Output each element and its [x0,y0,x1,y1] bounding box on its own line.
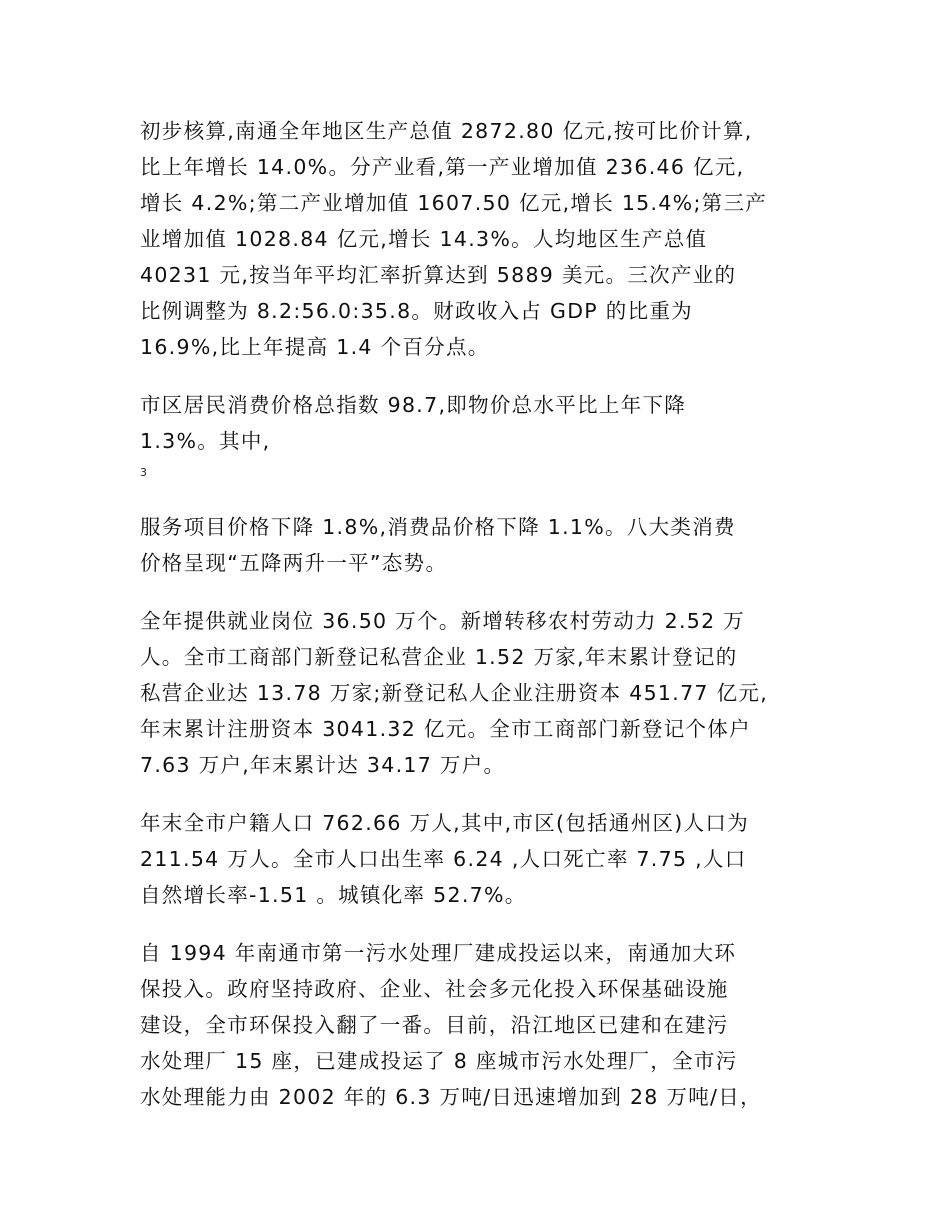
text-line: 私营企业达 13.78 万家;新登记私人企业注册资本 451.77 亿元, [140,681,769,705]
text-line: 年末累计注册资本 3041.32 亿元。全市工商部门新登记个体户 [140,717,751,741]
text-line: 7.63 万户,年末累计达 34.17 万户。 [140,753,506,777]
paragraph-prices [140,509,820,581]
paragraph-population [140,805,820,913]
page-number: 3 [140,466,147,479]
text-line: 市区居民消费价格总指数 98.7,即物价总水平比上年下降 [140,393,687,417]
text-line: 40231 元,按当年平均汇率折算达到 5889 美元。三次产业的 [140,263,737,287]
text-line: 保投入。政府坚持政府、企业、社会多元化投入环保基础设施 [140,977,729,1001]
text-line: 水处理厂 15 座，已建成投运了 8 座城市污水处理厂，全市污 [140,1049,738,1073]
text-line: 211.54 万人。全市人口出生率 6.24 ,人口死亡率 7.75 ,人口 [140,847,747,871]
text-line: 价格呈现“五降两升一平”态势。 [140,551,448,575]
text-line: 1.3%。其中, [140,429,271,453]
text-line: 比上年增长 14.0%。分产业看,第一产业增加值 236.46 亿元, [140,155,745,179]
text-line: 全年提供就业岗位 36.50 万个。新增转移农村劳动力 2.52 万 [140,609,746,633]
text-line: 服务项目价格下降 1.8%,消费品价格下降 1.1%。八大类消费 [140,515,736,539]
text-line: 自然增长率-1.51 。城镇化率 52.7%。 [140,883,527,907]
text-line: 增长 4.2%;第二产业增加值 1607.50 亿元,增长 15.4%;第三产 [140,191,768,215]
paragraph-environment [140,935,820,1115]
text-line: 年末全市户籍人口 762.66 万人,其中,市区(包括通州区)人口为 [140,811,749,835]
document-page [140,113,820,1137]
text-line: 16.9%,比上年提高 1.4 个百分点。 [140,335,490,359]
text-line: 水处理能力由 2002 年的 6.3 万吨/日迅速增加到 28 万吨/日， [140,1085,762,1109]
text-line: 初步核算,南通全年地区生产总值 2872.80 亿元,按可比价计算, [140,119,753,143]
text-line: 人。全市工商部门新登记私营企业 1.52 万家,年末累计登记的 [140,645,738,669]
text-line: 建设，全市环保投入翻了一番。目前，沿江地区已建和在建污 [140,1013,729,1037]
paragraph-employment [140,603,820,783]
paragraph-gdp [140,113,820,365]
paragraph-cpi [140,387,820,459]
text-line: 比例调整为 8.2:56.0:35.8。财政收入占 GDP 的比重为 [140,299,693,323]
text-line: 自 1994 年南通市第一污水处理厂建成投运以来，南通加大环 [140,941,737,965]
text-line: 业增加值 1028.84 亿元,增长 14.3%。人均地区生产总值 [140,227,708,251]
